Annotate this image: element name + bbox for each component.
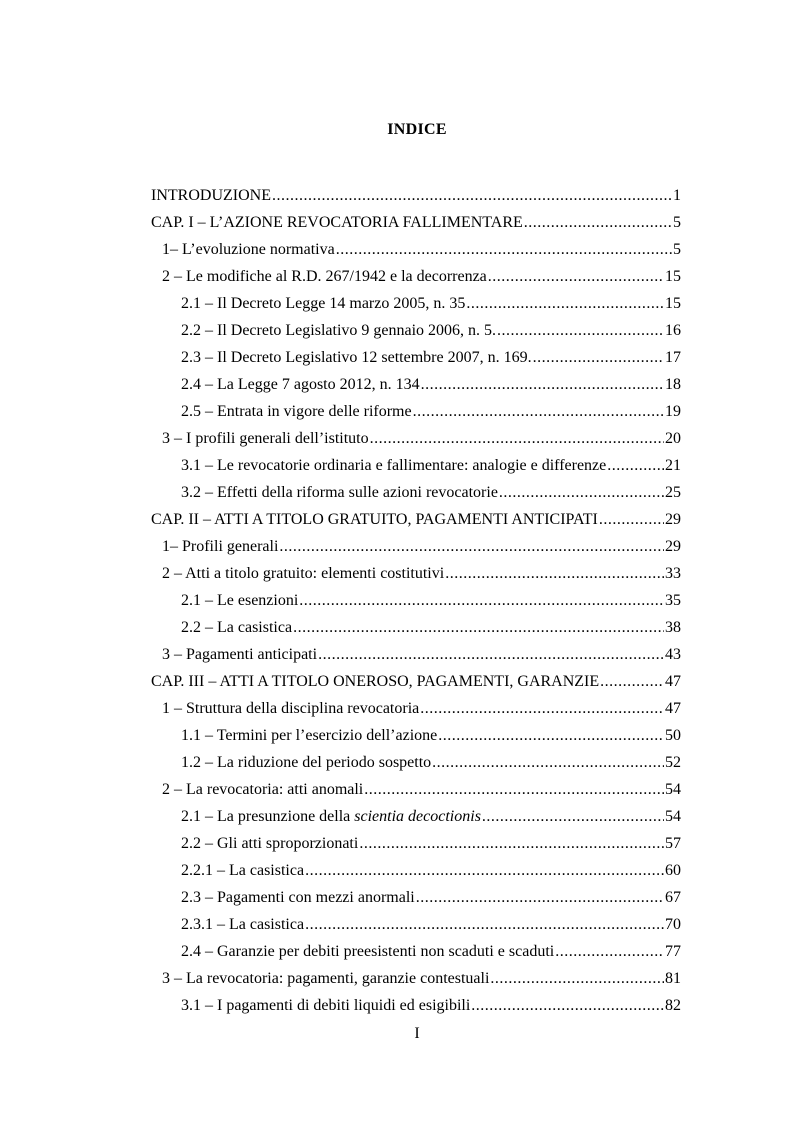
toc-entry[interactable] [151, 182, 681, 209]
toc-entry[interactable] [151, 533, 681, 560]
toc-entry-label: INTRODUZIONE [151, 187, 271, 204]
toc-dot-leader [599, 506, 664, 533]
toc-entry-label: CAP. II – ATTI A TITOLO GRATUITO, PAGAMENTI ANTICIPATI [151, 511, 598, 528]
toc-entry[interactable] [151, 371, 681, 398]
toc-entry-label: 2.1 – Il Decreto Legge 14 marzo 2005, n. 35 [181, 295, 466, 312]
toc-entry-page: 38 [665, 619, 681, 636]
toc-entry[interactable] [151, 641, 681, 668]
toc-entry-page: 52 [665, 754, 681, 771]
page-number: I [414, 1025, 420, 1042]
toc-entry-page: 77 [665, 943, 681, 960]
toc-entry-label: 3 – Pagamenti anticipati [162, 646, 318, 663]
toc-entry-label: 2.1 – La presunzione della scientia decoctionis [181, 808, 481, 825]
toc-dot-leader [600, 668, 664, 695]
toc-dot-leader [438, 722, 664, 749]
toc-entry[interactable] [151, 290, 681, 317]
toc-entry[interactable] [151, 749, 681, 776]
toc-entry-label: 2.3.1 – La casistica [181, 916, 305, 933]
toc-entry[interactable] [151, 344, 681, 371]
toc-entry-page: 19 [665, 403, 681, 420]
toc-entry[interactable] [151, 668, 681, 695]
toc-entry-page: 15 [665, 295, 681, 312]
toc-entry-page: 18 [665, 376, 681, 393]
toc-dot-leader [421, 371, 664, 398]
toc-entry-label: 2.5 – Entrata in vigore delle riforme [181, 403, 412, 420]
toc-entry-page: 1 [673, 187, 681, 204]
toc-entry[interactable] [151, 614, 681, 641]
toc-dot-leader [471, 992, 664, 1019]
toc-entry-page: 47 [665, 700, 681, 717]
toc-dot-leader [499, 479, 664, 506]
toc-dot-leader [364, 776, 664, 803]
toc-entry[interactable] [151, 884, 681, 911]
toc-entry-label: CAP. III – ATTI A TITOLO ONEROSO, PAGAMENTI, GARANZIE [151, 673, 600, 690]
toc-entry-label: 1.1 – Termini per l’esercizio dell’azione [181, 727, 438, 744]
toc-dot-leader [293, 614, 664, 641]
toc-dot-leader [445, 560, 664, 587]
toc-entry-label: 2 – La revocatoria: atti anomali [162, 781, 364, 798]
toc-entry-label: 2.2 – Gli atti sproporzionati [181, 835, 359, 852]
toc-entry-label: CAP. I – L’AZIONE REVOCATORIA FALLIMENTARE [151, 214, 523, 231]
toc-entry-label: 2.2 – La casistica [181, 619, 293, 636]
toc-entry-page: 20 [665, 430, 681, 447]
toc-entry-page: 81 [665, 970, 681, 987]
toc-dot-leader [555, 938, 664, 965]
page-title: INDICE [387, 121, 447, 138]
toc-entry[interactable] [151, 236, 681, 263]
toc-dot-leader [359, 830, 664, 857]
toc-entry[interactable] [151, 992, 681, 1019]
toc-entry[interactable] [151, 452, 681, 479]
toc-dot-leader [305, 911, 664, 938]
toc-entry-page: 33 [665, 565, 681, 582]
toc-entry[interactable] [151, 425, 681, 452]
toc-dot-leader [488, 263, 664, 290]
toc-entry-label: 2 – Atti a titolo gratuito: elementi costitutivi [162, 565, 445, 582]
toc-dot-leader [607, 452, 664, 479]
toc-entry-page: 47 [665, 673, 681, 690]
toc-dot-leader [416, 884, 664, 911]
toc-entry[interactable] [151, 317, 681, 344]
toc-dot-leader [533, 344, 664, 371]
toc-entry-label: 2.1 – Le esenzioni [181, 592, 299, 609]
toc-dot-leader [497, 317, 664, 344]
toc-entry-page: 29 [665, 511, 681, 528]
toc-entry[interactable] [151, 722, 681, 749]
toc-entry[interactable] [151, 560, 681, 587]
toc-entry[interactable] [151, 209, 681, 236]
toc-entry[interactable] [151, 479, 681, 506]
toc-entry-page: 67 [665, 889, 681, 906]
toc-entry-page: 54 [665, 781, 681, 798]
toc-entry-label: 2.3 – Il Decreto Legislativo 12 settembre 2007, n. 169. [181, 349, 532, 366]
toc-entry[interactable] [151, 506, 681, 533]
toc-entry[interactable] [151, 830, 681, 857]
toc-entry-label: 3.1 – Le revocatorie ordinaria e fallimentare: analogie e differenze [181, 457, 607, 474]
toc-entry-page: 57 [665, 835, 681, 852]
toc-entry-label: 2 – Le modifiche al R.D. 267/1942 e la decorrenza [162, 268, 487, 285]
toc-entry[interactable] [151, 695, 681, 722]
toc-entry[interactable] [151, 263, 681, 290]
toc-entry-label: 2.4 – La Legge 7 agosto 2012, n. 134 [181, 376, 420, 393]
toc-entry-label: 2.4 – Garanzie per debiti preesistenti non scaduti e scaduti [181, 943, 555, 960]
toc-entry-page: 17 [665, 349, 681, 366]
toc-entry[interactable] [151, 911, 681, 938]
toc-dot-leader [420, 695, 664, 722]
table-of-contents [151, 182, 681, 1019]
toc-entry-label: 3.1 – I pagamenti di debiti liquidi ed esigibili [181, 997, 471, 1014]
toc-dot-leader [524, 209, 672, 236]
toc-entry-page: 70 [665, 916, 681, 933]
toc-dot-leader [279, 533, 664, 560]
toc-entry-page: 60 [665, 862, 681, 879]
toc-entry-label: 2.2 – Il Decreto Legislativo 9 gennaio 2006, n. 5. [181, 322, 497, 339]
toc-entry-page: 29 [665, 538, 681, 555]
toc-dot-leader [318, 641, 664, 668]
toc-entry-page: 54 [665, 808, 681, 825]
toc-entry-page: 5 [673, 241, 681, 258]
toc-entry-page: 21 [665, 457, 681, 474]
toc-dot-leader [370, 425, 664, 452]
toc-entry[interactable] [151, 776, 681, 803]
toc-entry-label: 3 – I profili generali dell’istituto [162, 430, 369, 447]
toc-entry-page: 82 [665, 997, 681, 1014]
toc-entry-page: 15 [665, 268, 681, 285]
toc-dot-leader [466, 290, 664, 317]
toc-entry-label: 1– Profili generali [162, 538, 279, 555]
toc-entry[interactable] [151, 965, 681, 992]
toc-entry-label: 1– L’evoluzione normativa [162, 241, 335, 258]
toc-entry-page: 16 [665, 322, 681, 339]
toc-entry-page: 50 [665, 727, 681, 744]
toc-entry-label: 1 – Struttura della disciplina revocatoria [162, 700, 420, 717]
toc-entry-page: 25 [665, 484, 681, 501]
toc-entry[interactable] [151, 398, 681, 425]
toc-dot-leader [299, 587, 664, 614]
toc-dot-leader [305, 857, 664, 884]
toc-entry-label: 3.2 – Effetti della riforma sulle azioni revocatorie [181, 484, 498, 501]
toc-dot-leader [482, 803, 664, 830]
toc-entry[interactable] [151, 938, 681, 965]
toc-dot-leader [432, 749, 664, 776]
toc-entry-label: 3 – La revocatoria: pagamenti, garanzie contestuali [162, 970, 490, 987]
toc-dot-leader [490, 965, 664, 992]
toc-entry-page: 5 [673, 214, 681, 231]
toc-entry-page: 35 [665, 592, 681, 609]
toc-entry[interactable] [151, 803, 681, 830]
toc-dot-leader [272, 182, 672, 209]
toc-entry-page: 43 [665, 646, 681, 663]
toc-entry[interactable] [151, 587, 681, 614]
toc-entry-label: 2.2.1 – La casistica [181, 862, 305, 879]
toc-entry[interactable] [151, 857, 681, 884]
toc-entry-label: 2.3 – Pagamenti con mezzi anormali [181, 889, 415, 906]
toc-entry-label: 1.2 – La riduzione del periodo sospetto [181, 754, 432, 771]
toc-dot-leader [336, 236, 672, 263]
toc-dot-leader [413, 398, 664, 425]
